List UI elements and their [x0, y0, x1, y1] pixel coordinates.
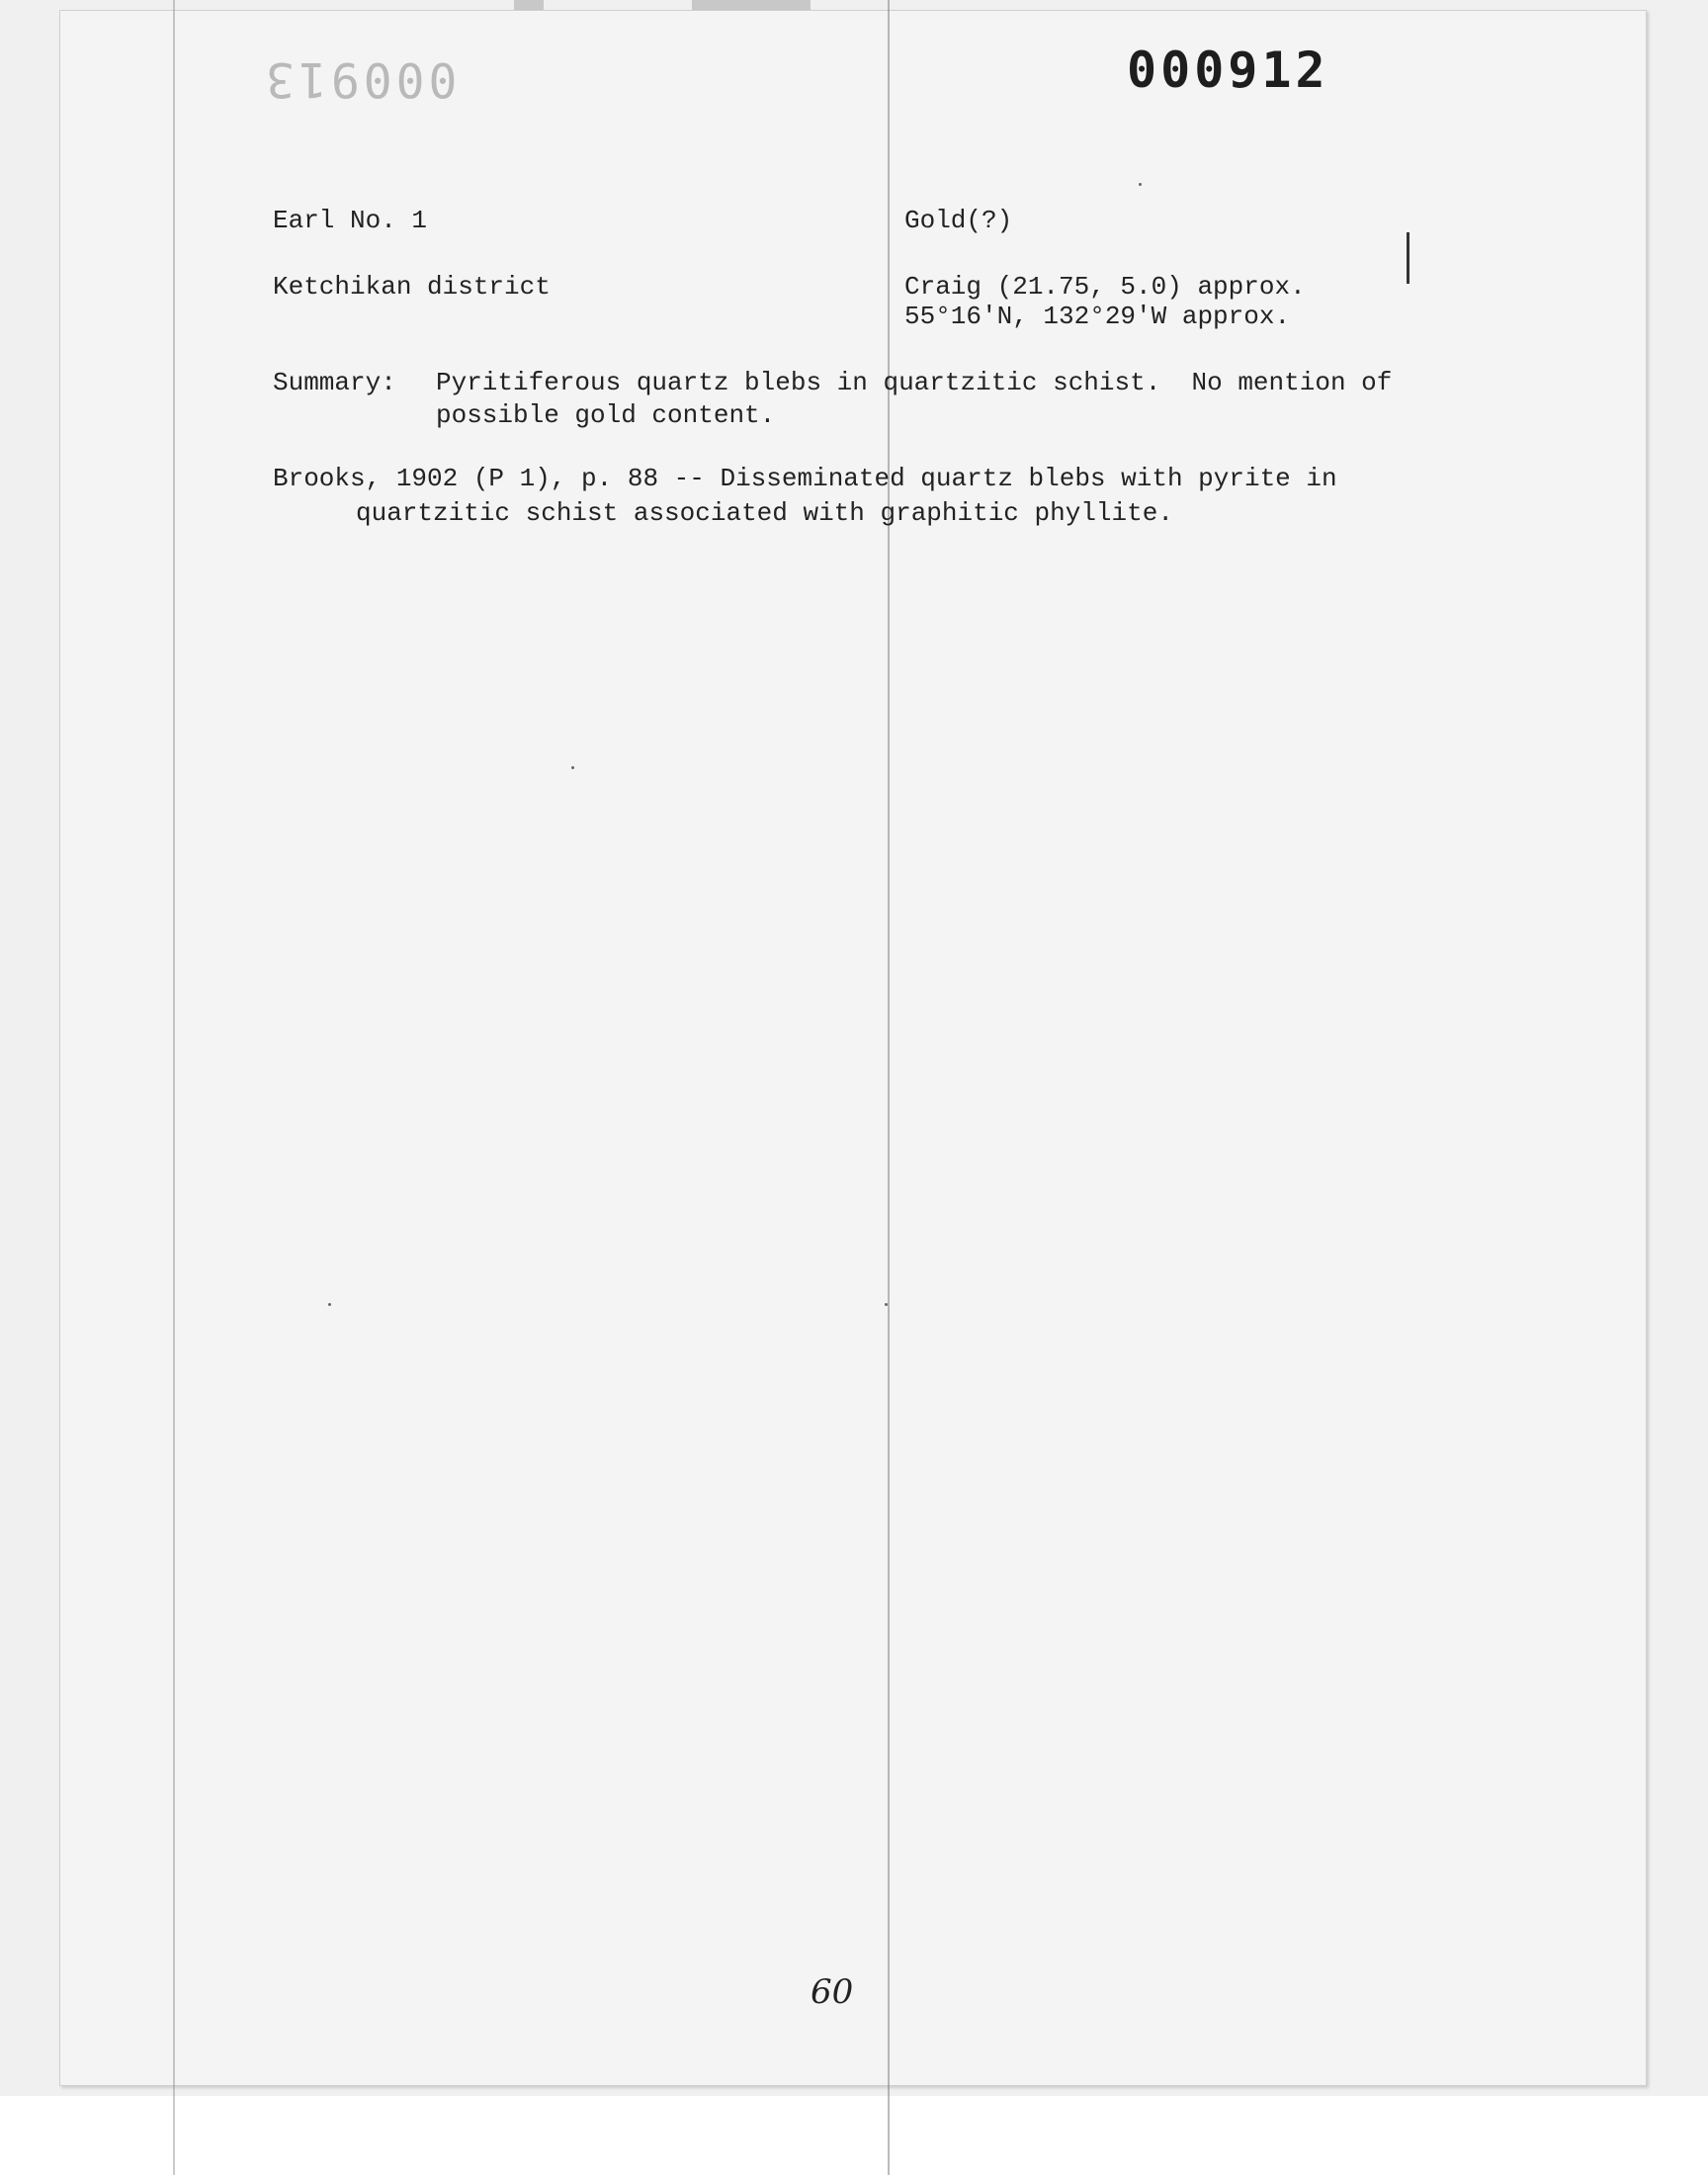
reference-line-1: Brooks, 1902 (P 1), p. 88 -- Disseminated quartz blebs with pyrite in [273, 464, 1337, 493]
quadrangle-location: Craig (21.75, 5.0) approx. [904, 272, 1306, 302]
scan-bottom-margin [0, 2096, 1708, 2175]
page-number-stamp: 000912 [1127, 42, 1329, 99]
scan-speck [1139, 183, 1142, 186]
commodity: Gold(?) [904, 206, 1013, 235]
summary-text-line-1: Pyritiferous quartz blebs in quartzitic schist. No mention of [436, 368, 1393, 397]
scan-speck [571, 766, 574, 769]
ghost-page-stamp: 000913 [262, 51, 458, 107]
scan-fold-line-center [888, 0, 890, 2175]
handwritten-page-number: 60 [811, 1972, 854, 2012]
district: Ketchikan district [273, 272, 551, 302]
scan-speck [328, 1303, 331, 1306]
deposit-name: Earl No. 1 [273, 206, 428, 235]
scan-speck [885, 1303, 888, 1306]
coordinates: 55°16'N, 132°29'W approx. [904, 302, 1291, 331]
summary-text-line-2: possible gold content. [436, 400, 776, 430]
reference-line-2: quartzitic schist associated with graphitic phyllite. [356, 498, 1173, 528]
document-page [59, 10, 1647, 2086]
margin-mark [1407, 232, 1409, 284]
summary-label: Summary: [273, 368, 396, 397]
scan-fold-line-left [173, 0, 175, 2175]
